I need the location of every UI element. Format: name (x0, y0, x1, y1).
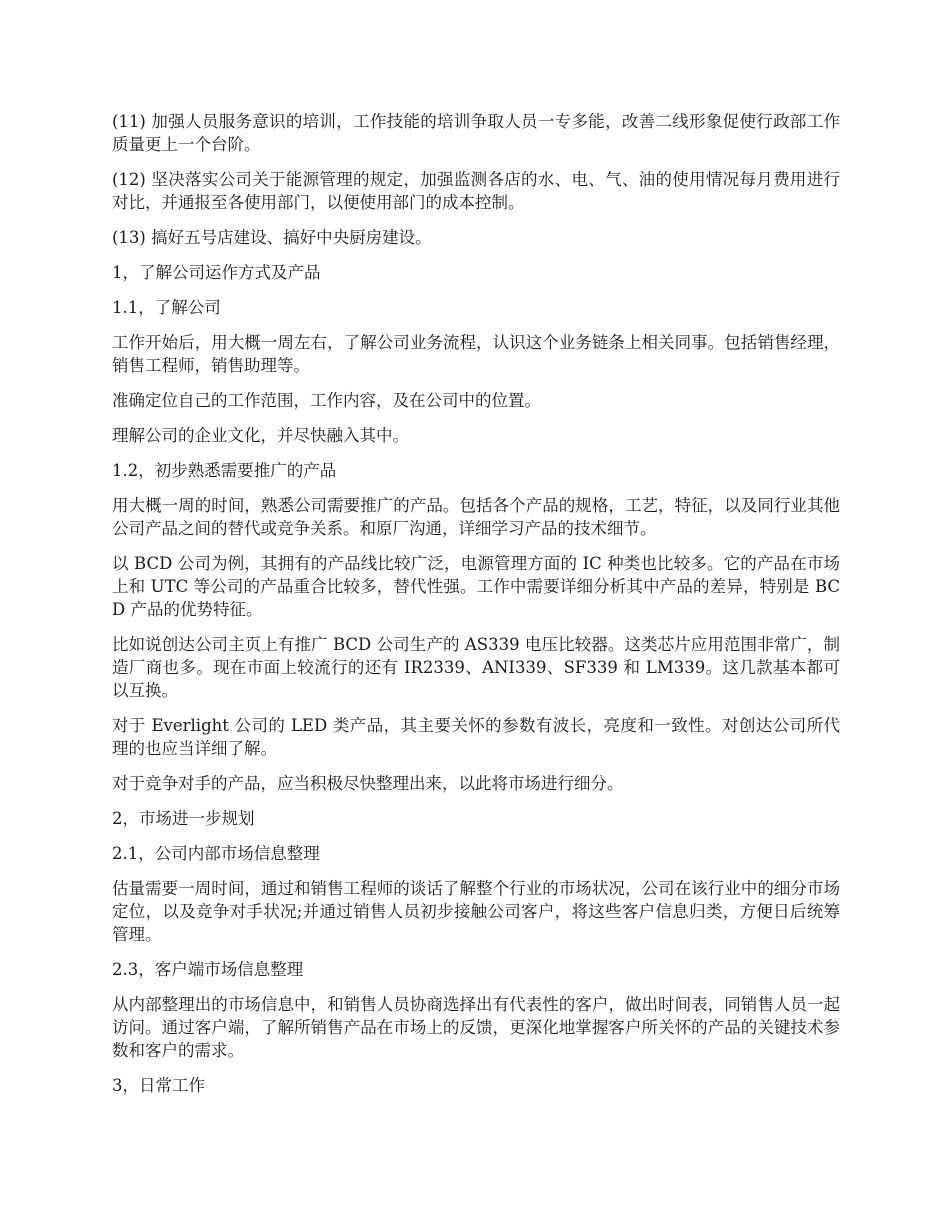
paragraph-item-11: (11) 加强人员服务意识的培训，工作技能的培训争取人员一专多能，改善二线形象促使行政部工作质量更上一个台阶。 (112, 112, 840, 154)
paragraph-as339-example: 比如说创达公司主页上有推广 BCD 公司生产的 AS339 电压比较器。这类芯片应用范围非常广，制造厂商也多。现在市面上较流行的还有 IR2339、ANI339、SF339 和 LM339。这几款基本都可以互换。 (112, 635, 840, 700)
section-heading-1: 1，了解公司运作方式及产品 (112, 263, 321, 282)
subsection-heading-2-3: 2.3，客户端市场信息整理 (112, 960, 304, 979)
paragraph-products: 用大概一周的时间，熟悉公司需要推广的产品。包括各个产品的规格，工艺，特征，以及同行业其他公司产品之间的替代或竞争关系。和原厂沟通，详细学习产品的技术细节。 (112, 496, 840, 538)
document-page (112, 110, 840, 1109)
paragraph-internal-market: 估量需要一周时间，通过和销售工程师的谈话了解整个行业的市场状况，公司在该行业中的细分市场定位，以及竞争对手状况;并通过销售人员初步接触公司客户，将这些客户信息归类，方便日后统筹管理。 (112, 879, 840, 944)
subsection-heading-2-1: 2.1，公司内部市场信息整理 (112, 844, 320, 863)
paragraph-everlight: 对于 Everlight 公司的 LED 类产品，其主要关怀的参数有波长，亮度和一致性。对创达公司所代理的也应当详细了解。 (112, 716, 840, 758)
paragraph-work-scope: 准确定位自己的工作范围，工作内容，及在公司中的位置。 (112, 391, 541, 410)
paragraph-client-market: 从内部整理出的市场信息中，和销售人员协商选择出有代表性的客户，做出时间表，同销售人员一起访问。通过客户端，了解所销售产品在市场上的反馈，更深化地掌握客户所关怀的产品的关键技术参数和客户的需求。 (112, 995, 840, 1060)
section-heading-2: 2，市场进一步规划 (112, 809, 255, 828)
paragraph-item-12: (12) 坚决落实公司关于能源管理的规定，加强监测各店的水、电、气、油的使用情况每月费用进行对比，并通报至各使用部门，以便使用部门的成本控制。 (112, 170, 840, 212)
subsection-heading-1-2: 1.2，初步熟悉需要推广的产品 (112, 461, 337, 480)
paragraph-competitors: 对于竞争对手的产品，应当积极尽快整理出来，以此将市场进行细分。 (112, 774, 624, 793)
paragraph-item-13: (13) 搞好五号店建设、搞好中央厨房建设。 (112, 228, 432, 247)
paragraph-culture: 理解公司的企业文化，并尽快融入其中。 (112, 426, 409, 445)
section-heading-3: 3，日常工作 (112, 1076, 205, 1095)
paragraph-company-intro: 工作开始后，用大概一周左右，了解公司业务流程，认识这个业务链条上相关同事。包括销售经理，销售工程师，销售助理等。 (112, 333, 840, 375)
paragraph-bcd-example: 以 BCD 公司为例，其拥有的产品线比较广泛，电源管理方面的 IC 种类也比较多。它的产品在市场上和 UTC 等公司的产品重合比较多，替代性强。工作中需要详细分析其中产品的差异，特别是 BCD 产品的优势特征。 (112, 554, 840, 619)
subsection-heading-1-1: 1.1，了解公司 (112, 298, 221, 317)
